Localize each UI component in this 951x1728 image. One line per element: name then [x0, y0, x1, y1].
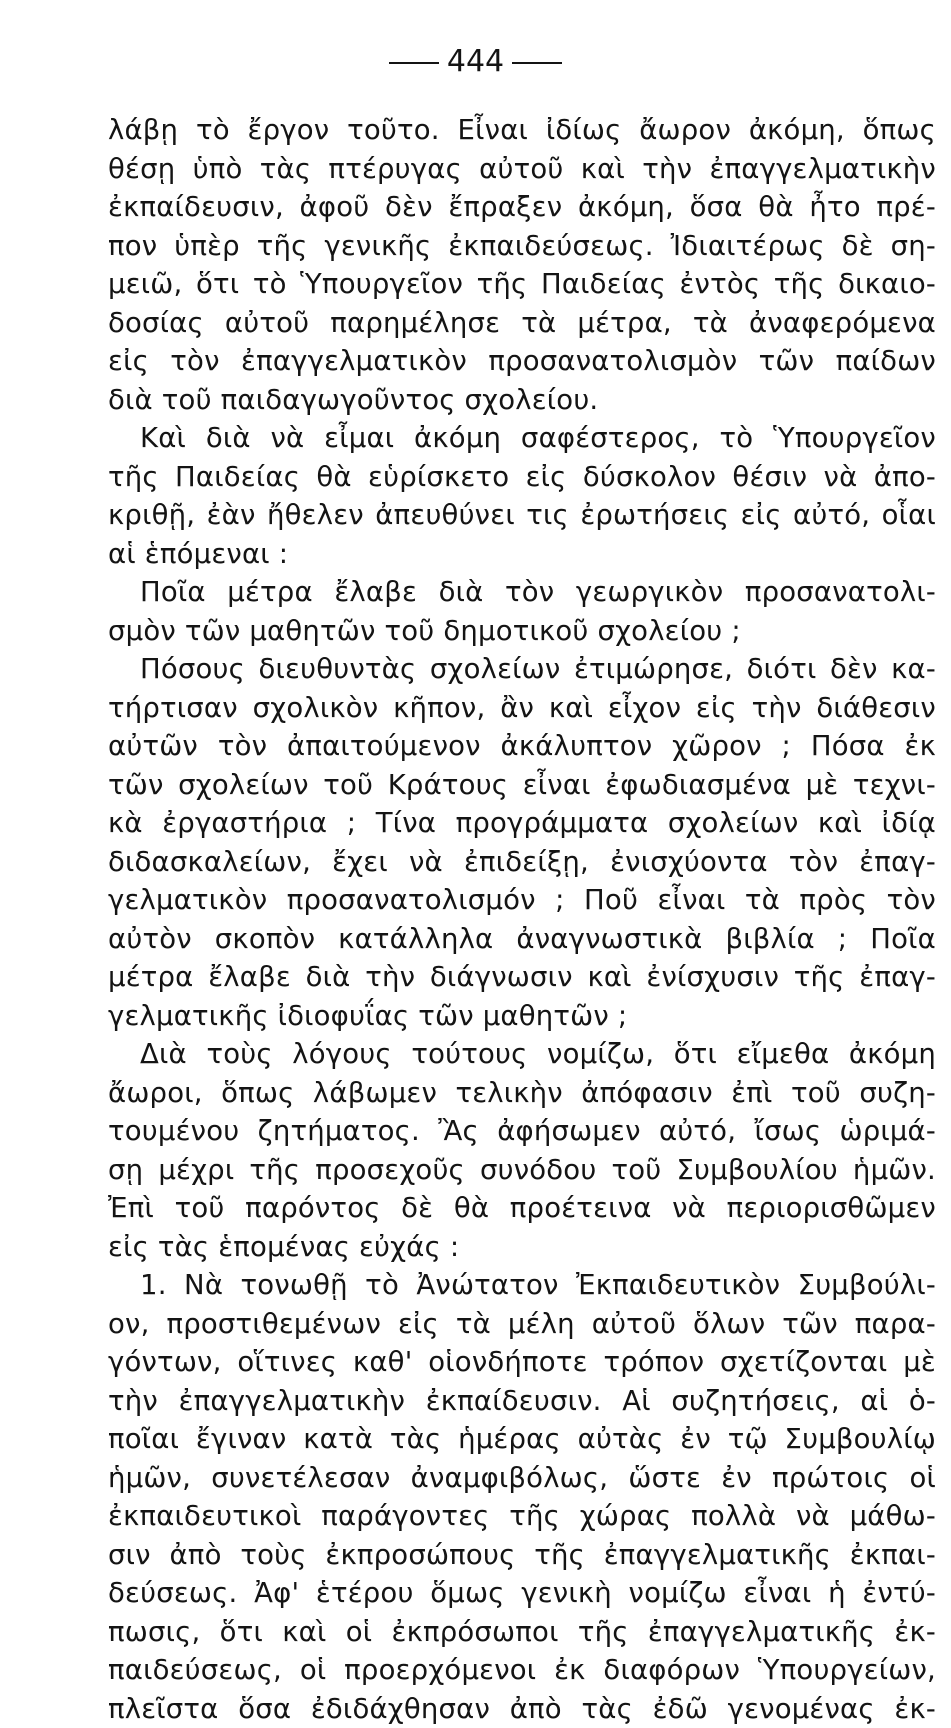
text-line: ἐκπαιδευτικοὶ παράγοντες τῆς χώρας πολλὰ νὰ μάθω-	[108, 1497, 936, 1536]
text-line: 1. Νὰ τονωθῇ τὸ Ἀνώτατον Ἐκπαιδευτικὸν Συμβούλι-	[108, 1266, 936, 1305]
text-line: πον ὑπὲρ τῆς γενικῆς ἐκπαιδεύσεως. Ἰδιαιτέρως δὲ ση-	[108, 227, 936, 266]
text-line: ποῖαι ἔγιναν κατὰ τὰς ἡμέρας αὐτὰς ἐν τῷ Συμβουλίῳ	[108, 1420, 936, 1459]
text-line: ἄωροι, ὅπως λάβωμεν τελικὴν ἀπόφασιν ἐπὶ τοῦ συζη-	[108, 1074, 936, 1113]
text-line: Πόσους διευθυντὰς σχολείων ἐτιμώρησε, διότι δὲν κα-	[108, 650, 936, 689]
text-line: ον, προστιθεμένων εἰς τὰ μέλη αὐτοῦ ὅλων τῶν παρα-	[108, 1305, 936, 1344]
text-line: σιν ἀπὸ τοὺς ἐκπροσώπους τῆς ἐπαγγελματικῆς ἐκπαι-	[108, 1536, 936, 1575]
text-line: αἱ ἑπόμεναι :	[108, 535, 936, 574]
text-line: αὐτὸν σκοπὸν κατάλληλα ἀναγνωστικὰ βιβλία ; Ποῖα	[108, 920, 936, 959]
text-line: εἰς τὸν ἐπαγγελματικὸν προσανατολισμὸν τῶν παίδων	[108, 342, 936, 381]
page-number-dash-left	[389, 62, 439, 64]
text-line: ἐκπαίδευσιν, ἀφοῦ δὲν ἔπραξεν ἀκόμη, ὅσα θὰ ἦτο πρέ-	[108, 188, 936, 227]
body-text	[108, 111, 936, 1728]
text-line: κριθῇ, ἐὰν ἤθελεν ἀπευθύνει τις ἐρωτήσεις εἰς αὐτό, οἷαι	[108, 496, 936, 535]
text-line: δεύσεως. Ἀφ' ἑτέρου ὅμως γενικὴ νομίζω εἶναι ἡ ἐντύ-	[108, 1574, 936, 1613]
text-line: Ἐπὶ τοῦ παρόντος δὲ θὰ προέτεινα νὰ περιορισθῶμεν	[108, 1189, 936, 1228]
text-line: θέσῃ ὑπὸ τὰς πτέρυγας αὐτοῦ καὶ τὴν ἐπαγγελματικὴν	[108, 150, 936, 189]
text-line: μέτρα ἔλαβε διὰ τὴν διάγνωσιν καὶ ἐνίσχυσιν τῆς ἐπαγ-	[108, 958, 936, 997]
text-line: μειῶ, ὅτι τὸ Ὑπουργεῖον τῆς Παιδείας ἐντὸς τῆς δικαιο-	[108, 265, 936, 304]
page-number	[0, 44, 951, 80]
text-line: τῶν σχολείων τοῦ Κράτους εἶναι ἐφωδιασμένα μὲ τεχνι-	[108, 766, 936, 805]
text-line: ἡμῶν, συνετέλεσαν ἀναμφιβόλως, ὥστε ἐν πρώτοις οἱ	[108, 1459, 936, 1498]
text-line: τὴν ἐπαγγελματικὴν ἐκπαίδευσιν. Αἱ συζητήσεις, αἱ ὁ-	[108, 1382, 936, 1421]
text-line: σῃ μέχρι τῆς προσεχοῦς συνόδου τοῦ Συμβουλίου ἡμῶν.	[108, 1151, 936, 1190]
text-line: πλεῖστα ὅσα ἐδιδάχθησαν ἀπὸ τὰς ἐδῶ γενομένας ἐκ-	[108, 1690, 936, 1728]
text-line: κὰ ἐργαστήρια ; Τίνα προγράμματα σχολείων καὶ ἰδίᾳ	[108, 804, 936, 843]
text-line: αὐτῶν τὸν ἀπαιτούμενον ἀκάλυπτον χῶρον ; Πόσα ἐκ	[108, 727, 936, 766]
text-line: Διὰ τοὺς λόγους τούτους νομίζω, ὅτι εἴμεθα ἀκόμη	[108, 1035, 936, 1074]
text-line: λάβῃ τὸ ἔργον τοῦτο. Εἶναι ἰδίως ἄωρον ἀκόμη, ὅπως	[108, 111, 936, 150]
text-line: σμὸν τῶν μαθητῶν τοῦ δημοτικοῦ σχολείου ;	[108, 612, 936, 651]
text-line: διδασκαλείων, ἔχει νὰ ἐπιδείξῃ, ἐνισχύοντα τὸν ἐπαγ-	[108, 843, 936, 882]
text-line: τῆς Παιδείας θὰ εὑρίσκετο εἰς δύσκολον θέσιν νὰ ἀπο-	[108, 458, 936, 497]
page-number-dash-right	[512, 62, 562, 64]
text-line: γόντων, οἵτινες καθ' οἱονδήποτε τρόπον σχετίζονται μὲ	[108, 1343, 936, 1382]
text-line: πωσις, ὅτι καὶ οἱ ἐκπρόσωποι τῆς ἐπαγγελματικῆς ἐκ-	[108, 1613, 936, 1652]
text-line: τήρτισαν σχολικὸν κῆπον, ἂν καὶ εἶχον εἰς τὴν διάθεσιν	[108, 689, 936, 728]
text-line: δοσίας αὐτοῦ παρημέλησε τὰ μέτρα, τὰ ἀναφερόμενα	[108, 304, 936, 343]
text-line: τουμένου ζητήματος. Ἂς ἀφήσωμεν αὐτό, ἴσως ὡριμά-	[108, 1112, 936, 1151]
text-line: γελματικῆς ἰδιοφυΐας τῶν μαθητῶν ;	[108, 997, 936, 1036]
page-number-text: 444	[447, 44, 504, 79]
text-line: εἰς τὰς ἑπομένας εὐχάς :	[108, 1228, 936, 1267]
text-line: διὰ τοῦ παιδαγωγοῦντος σχολείου.	[108, 381, 936, 420]
text-line: Ποῖα μέτρα ἔλαβε διὰ τὸν γεωργικὸν προσανατολι-	[108, 573, 936, 612]
text-line: παιδεύσεως, οἱ προερχόμενοι ἐκ διαφόρων Ὑπουργείων,	[108, 1651, 936, 1690]
text-line: γελματικὸν προσανατολισμόν ; Ποῦ εἶναι τὰ πρὸς τὸν	[108, 881, 936, 920]
text-line: Καὶ διὰ νὰ εἶμαι ἀκόμη σαφέστερος, τὸ Ὑπουργεῖον	[108, 419, 936, 458]
